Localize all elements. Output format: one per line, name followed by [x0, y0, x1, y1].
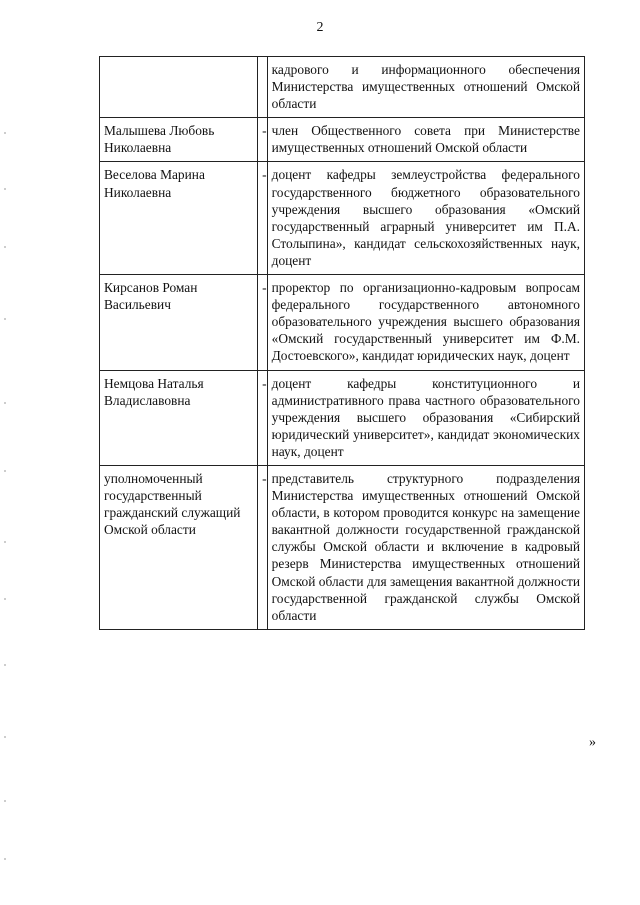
members-table — [99, 56, 585, 630]
scan-margin-dots — [4, 0, 8, 905]
member-position: член Общественного совета при Министерстве имущественных отношений Омской области — [267, 118, 584, 162]
page-number: 2 — [316, 20, 324, 35]
member-name — [100, 57, 258, 118]
dash-separator: - — [258, 275, 267, 370]
member-position: доцент кафедры землеустройства федерального государственного бюджетного образовательного учреждения высшего образования «Омский государственный аграрный университет им П.А. Столыпина», кандидат сельскохозяйственных наук, доцент — [267, 162, 584, 275]
dash-separator — [258, 57, 267, 118]
member-name: Малышева Любовь Николаевна — [100, 118, 258, 162]
member-name: Немцова Наталья Владиславовна — [100, 370, 258, 465]
dash-separator: - — [258, 370, 267, 465]
member-name: уполномоченный государственный гражданский служащий Омской области — [100, 465, 258, 629]
table-row — [100, 162, 585, 275]
table-row — [100, 370, 585, 465]
dash-separator: - — [258, 118, 267, 162]
dash-separator: - — [258, 465, 267, 629]
member-position: доцент кафедры конституционного и административного права частного образовательного учреждения высшего образования «Сибирский юридический университет», кандидат экономических наук, доцент — [267, 370, 584, 465]
table-row — [100, 465, 585, 629]
table-row — [100, 57, 585, 118]
closing-quote: » — [589, 735, 596, 750]
member-position: проректор по организационно-кадровым вопросам федерального государственного автономного образовательного учреждения высшего образования «Омский государственный университет им Ф.М. Достоевского», кандидат юридических наук, доцент — [267, 275, 584, 370]
table-row — [100, 118, 585, 162]
member-name: Веселова Марина Николаевна — [100, 162, 258, 275]
member-position: кадрового и информационного обеспечения Министерства имущественных отношений Омской области — [267, 57, 584, 118]
dash-separator: - — [258, 162, 267, 275]
member-position: представитель структурного подразделения Министерства имущественных отношений Омской области, в котором проводится конкурс на замещение вакантной должности государственной гражданской службы Омской области и включение в кадровый резерв Министерства имущественных отношений Омской области для замещения вакантной должности государственной гражданской службы Омской области — [267, 465, 584, 629]
table-row — [100, 275, 585, 370]
member-name: Кирсанов Роман Васильевич — [100, 275, 258, 370]
